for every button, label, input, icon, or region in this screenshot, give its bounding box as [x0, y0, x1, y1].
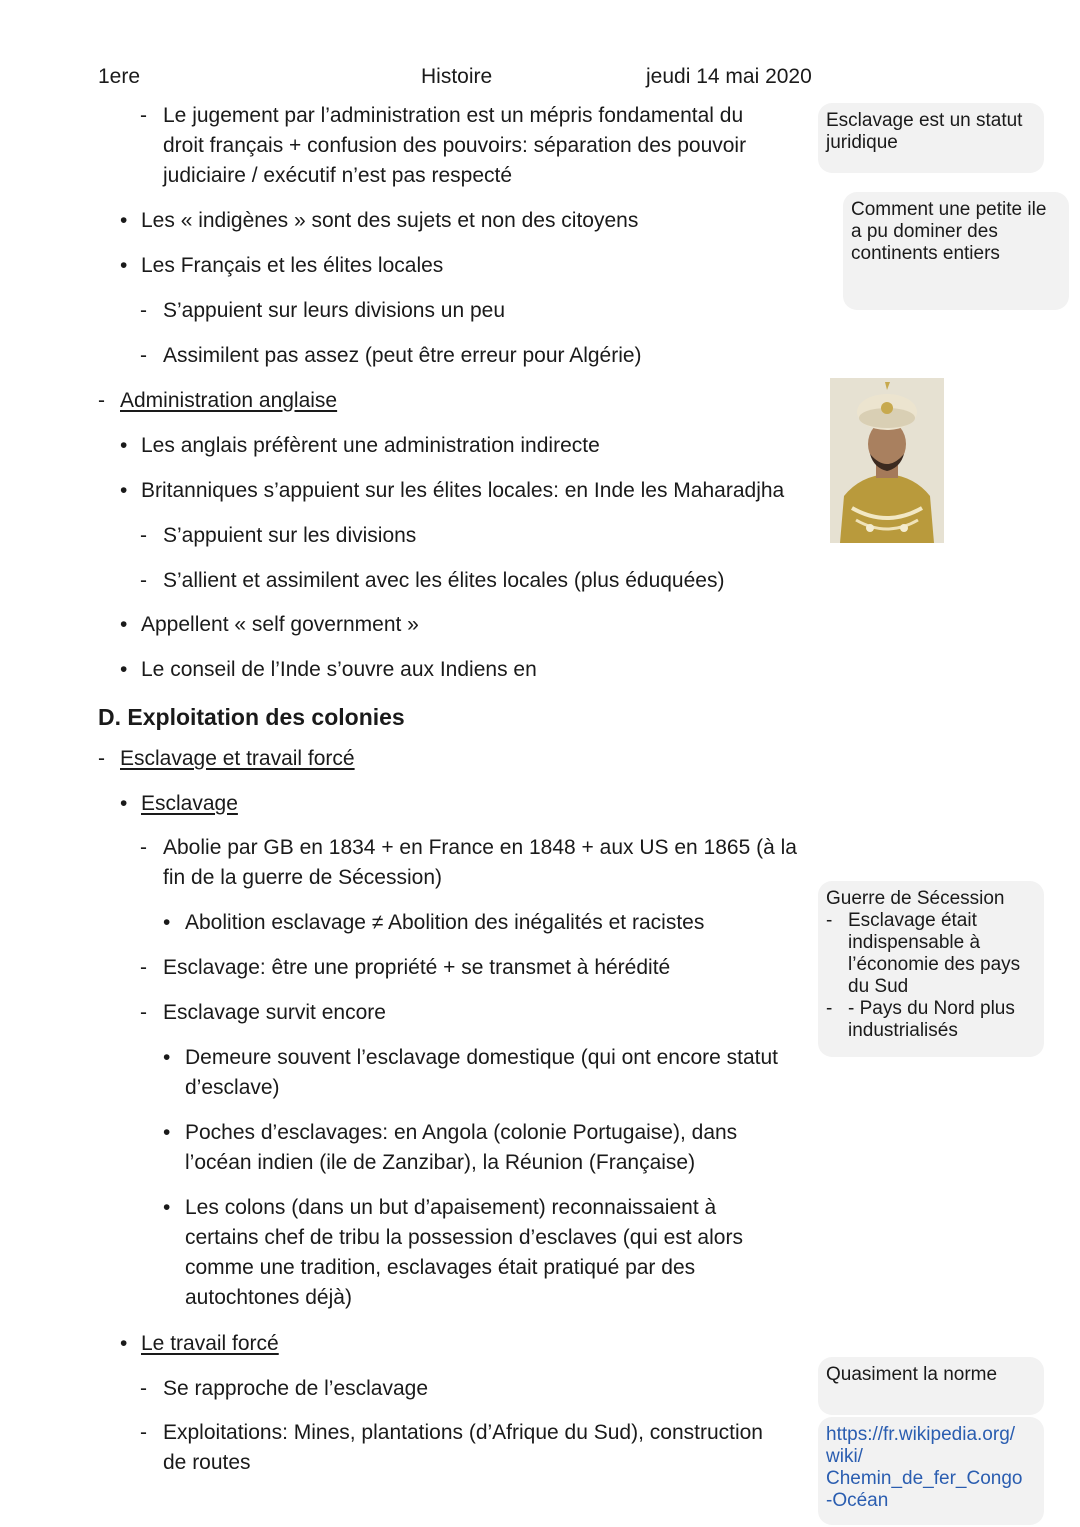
bullet-marker: • [120, 479, 128, 502]
dash-marker: - [140, 956, 147, 979]
text-line: Les colons (dans un but d’apaisement) reconnaissaient à [185, 1196, 717, 1219]
header-subject: Histoire [421, 65, 493, 88]
header-date: jeudi 14 mai 2020 [646, 65, 812, 88]
note-line: a pu dominer des [851, 221, 998, 242]
side-note-norm [818, 1357, 1044, 1415]
text-line: Assimilent pas assez (peut être erreur pour Algérie) [163, 344, 642, 367]
text-line: Esclavage survit encore [163, 1001, 386, 1024]
link-line[interactable]: https://fr.wikipedia.org/ [826, 1424, 1016, 1445]
dash-marker: - [98, 389, 105, 412]
note-line: juridique [826, 132, 898, 153]
note-title: Guerre de Sécession [826, 888, 1005, 909]
text-line: l’océan indien (ile de Zanzibar), la Réunion (Française) [185, 1151, 696, 1174]
text-line: S’appuient sur les divisions [163, 524, 417, 547]
text-line: Le jugement par l’administration est un mépris fondamental du [163, 104, 744, 127]
text-line: comme une tradition, esclavages était pratiqué par des [185, 1256, 696, 1279]
dash-marker: - [98, 747, 105, 770]
subsection-title: Administration anglaise [120, 389, 338, 412]
bullet-marker: • [163, 1196, 171, 1219]
dash-marker: - [140, 1001, 147, 1024]
bullet-marker: • [163, 1046, 171, 1069]
link-line[interactable]: Chemin_de_fer_Congo [826, 1468, 1023, 1489]
note-line: l’économie des pays [848, 954, 1021, 975]
note-line: indispensable à [848, 932, 981, 953]
section-heading: D. Exploitation des colonies [98, 704, 405, 730]
maharaja-portrait-image [830, 378, 944, 543]
text-line: de routes [163, 1451, 251, 1474]
text-line: d’esclave) [185, 1076, 280, 1099]
note-row [826, 910, 1036, 998]
bullet-marker: • [120, 209, 128, 232]
bullet-marker: • [120, 658, 128, 681]
bullet-marker: • [120, 792, 128, 815]
text-line: Se rapproche de l’esclavage [163, 1377, 429, 1400]
note-line: du Sud [848, 976, 909, 997]
dash-marker: - [826, 998, 833, 1019]
dash-marker: - [140, 524, 147, 547]
note-line: - Pays du Nord plus [848, 998, 1015, 1019]
side-note-island-question [843, 192, 1069, 310]
bullet-marker: • [120, 613, 128, 636]
text-line: Esclavage: être une propriété + se transmet à hérédité [163, 956, 671, 979]
note-line: Esclavage était [848, 910, 977, 931]
text-line: Demeure souvent l’esclavage domestique (qui ont encore statut [185, 1046, 779, 1069]
text-line: Les anglais préfèrent une administration indirecte [141, 434, 600, 457]
text-line: Abolie par GB en 1834 + en France en 1848 + aux US en 1865 (à la [163, 836, 797, 859]
note-line: Esclavage est un statut [826, 110, 1023, 131]
note-item [848, 998, 1015, 1042]
text-line: fin de la guerre de Sécession) [163, 866, 442, 889]
link-line[interactable]: -Océan [826, 1490, 889, 1511]
subsection-title: Esclavage [141, 792, 238, 815]
bullet-marker: • [163, 1121, 171, 1144]
side-note-wikipedia-link[interactable] [818, 1417, 1044, 1525]
link-line[interactable]: wiki/ [826, 1446, 863, 1467]
side-note-legal-status [818, 103, 1044, 173]
dash-marker: - [140, 104, 147, 127]
text-line: droit français + confusion des pouvoirs: séparation des pouvoir [163, 134, 747, 157]
bullet-marker: • [163, 911, 171, 934]
text-line: Appellent « self government » [141, 613, 419, 636]
text-line: Poches d’esclavages: en Angola (colonie Portugaise), dans [185, 1121, 738, 1144]
maharaja-portrait-illustration [830, 378, 944, 543]
note-row [826, 998, 1036, 1042]
dash-marker: - [140, 344, 147, 367]
dash-marker: - [826, 910, 833, 931]
text-line: Britanniques s’appuient sur les élites locales: en Inde les Maharadjha [141, 479, 785, 502]
text-line: judiciaire / exécutif n’est pas respecté [163, 164, 513, 187]
text-line: Les « indigènes » sont des sujets et non des citoyens [141, 209, 639, 232]
note-item [848, 910, 1020, 998]
text-line: Exploitations: Mines, plantations (d’Afrique du Sud), construction [163, 1421, 763, 1444]
dash-marker: - [140, 569, 147, 592]
text-line: S’allient et assimilent avec les élites locales (plus éduquées) [163, 569, 725, 592]
header-class: 1ere [98, 65, 141, 88]
note-line: Comment une petite ile [851, 199, 1047, 220]
text-line: certains chef de tribu la possession d’esclaves (qui est alors [185, 1226, 743, 1249]
text-line: Le conseil de l’Inde s’ouvre aux Indiens en [141, 658, 537, 681]
text-line: Les Français et les élites locales [141, 254, 444, 277]
text-line: autochtones déjà) [185, 1286, 352, 1309]
side-note-civil-war [818, 881, 1044, 1057]
bullet-marker: • [120, 254, 128, 277]
dash-marker: - [140, 836, 147, 859]
subsection-title: Esclavage et travail forcé [120, 747, 355, 770]
note-line: industrialisés [848, 1020, 958, 1041]
dash-marker: - [140, 299, 147, 322]
note-line: continents entiers [851, 243, 1000, 264]
dash-marker: - [140, 1377, 147, 1400]
bullet-marker: • [120, 1332, 128, 1355]
text-line: S’appuient sur leurs divisions un peu [163, 299, 506, 322]
text-line: Abolition esclavage ≠ Abolition des inégalités et racistes [185, 911, 705, 934]
bullet-marker: • [120, 434, 128, 457]
subsection-title: Le travail forcé [141, 1332, 279, 1355]
note-line: Quasiment la norme [826, 1364, 998, 1385]
dash-marker: - [140, 1421, 147, 1444]
